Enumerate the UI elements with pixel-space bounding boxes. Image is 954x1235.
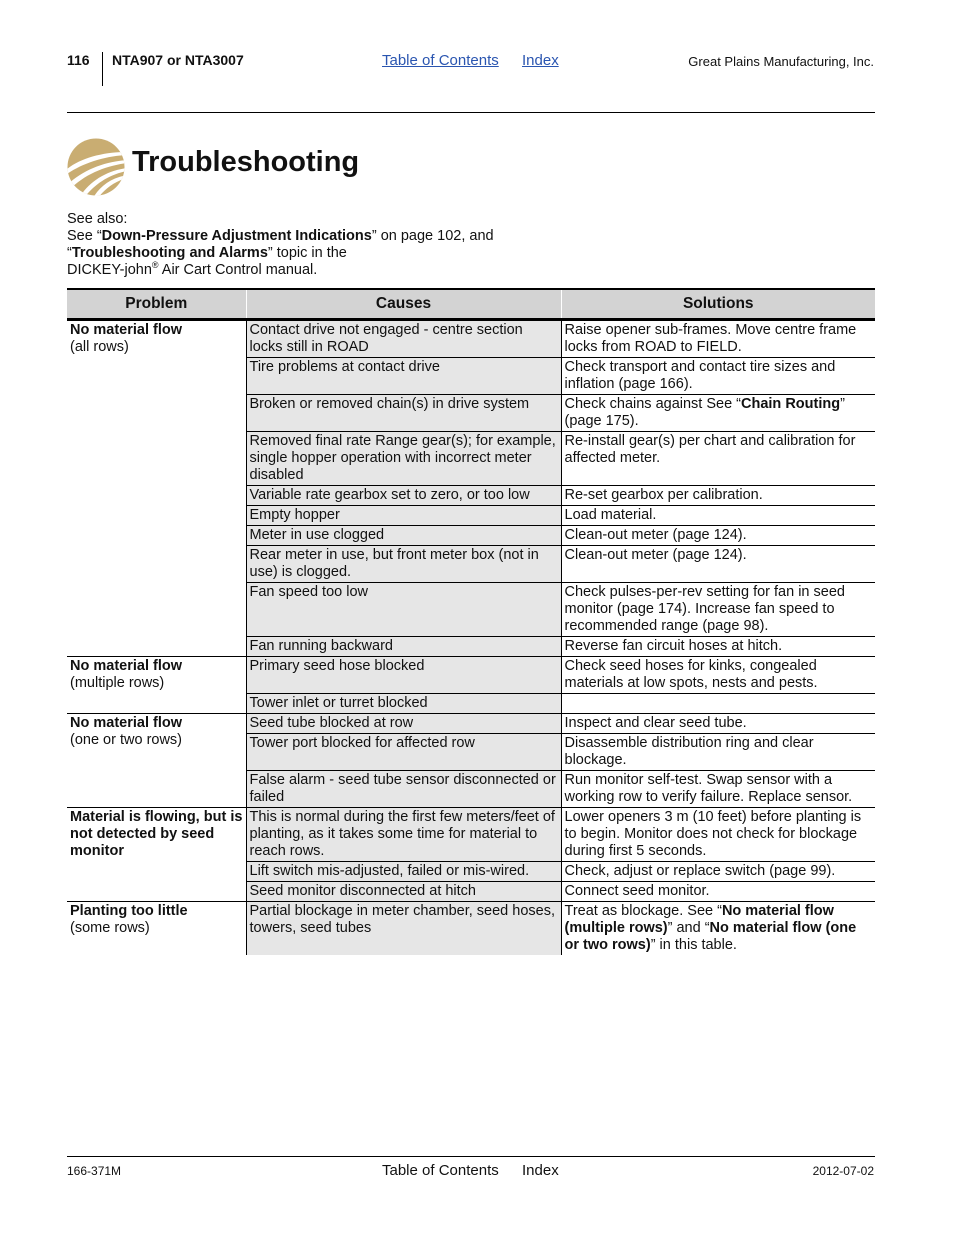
table-row — [67, 714, 875, 734]
cause-cell: Fan running backward — [246, 637, 561, 657]
cause-cell: Tower inlet or turret blocked — [246, 694, 561, 714]
company-name: Great Plains Manufacturing, Inc. — [688, 54, 874, 69]
table-row — [67, 808, 875, 862]
cause-cell: Primary seed hose blocked — [246, 657, 561, 694]
solution-cell: Run monitor self-test. Swap sensor with a working row to verify failure. Replace sensor. — [561, 771, 875, 808]
header-rule — [67, 112, 875, 113]
index-link[interactable]: Index — [522, 52, 559, 69]
table-header-row — [67, 289, 875, 320]
document-date: 2012-07-02 — [812, 1164, 874, 1178]
footer-index-link[interactable]: Index — [522, 1162, 559, 1179]
column-header-solutions: Solutions — [561, 289, 875, 320]
solution-cell: Raise opener sub-frames. Move centre frame locks from ROAD to FIELD. — [564, 322, 857, 355]
model-name: NTA907 or NTA3007 — [112, 52, 244, 68]
problem-cell: Planting too little (some rows) — [67, 902, 246, 956]
solution-cell: Check pulses-per-rev setting for fan in seed monitor (page 174). Increase fan speed to recommended range (page 98). — [561, 583, 875, 637]
solution-cell: Load material. — [561, 506, 875, 526]
cause-cell: Rear meter in use, but front meter box (not in use) is clogged. — [246, 546, 561, 583]
document-number: 166-371M — [67, 1164, 122, 1178]
cause-cell: Broken or removed chain(s) in drive system — [246, 395, 561, 432]
cause-cell: Seed tube blocked at row — [246, 714, 561, 734]
cause-cell: Tire problems at contact drive — [246, 358, 561, 395]
cause-cell: Lift switch mis-adjusted, failed or mis-wired. — [246, 862, 561, 882]
solution-cell: Disassemble distribution ring and clear blockage. — [561, 734, 875, 771]
cause-cell: Empty hopper — [246, 506, 561, 526]
toc-link[interactable]: Table of Contents — [382, 52, 499, 69]
solution-cell: Reverse fan circuit hoses at hitch. — [561, 637, 875, 657]
see-also-ref-down-pressure: Down-Pressure Adjustment Indications — [101, 228, 372, 244]
table-row — [67, 902, 875, 956]
solution-cell: Treat as blockage. See “No material flow (multiple rows)” and “No material flow (one or two rows)” in this table. — [561, 902, 875, 956]
footer-toc-link[interactable]: Table of Contents — [382, 1162, 499, 1179]
table-row — [67, 320, 875, 358]
cause-cell: False alarm - seed tube sensor disconnected or failed — [246, 771, 561, 808]
cause-cell: Removed final rate Range gear(s); for example, single hopper operation with incorrect meter disabled — [246, 432, 561, 486]
problem-cell: No material flow (all rows) — [67, 320, 246, 657]
solution-cell — [561, 694, 875, 714]
cause-cell: Variable rate gearbox set to zero, or too low — [246, 486, 561, 506]
solution-cell: Check chains against See “Chain Routing” (page 175). — [561, 395, 875, 432]
see-also-label: See also: — [67, 211, 128, 227]
troubleshooting-table — [67, 288, 875, 955]
great-plains-logo-icon — [67, 138, 125, 196]
see-also-ref-alarms: Troubleshooting and Alarms — [71, 245, 268, 261]
see-also-block — [67, 211, 567, 279]
solution-cell: Clean-out meter (page 124). — [561, 546, 875, 583]
solution-cell: Check transport and contact tire sizes and inflation (page 166). — [561, 358, 875, 395]
solution-cell: Lower openers 3 m (10 feet) before planting is to begin. Monitor does not check for blockage during first 5 seconds. — [561, 808, 875, 862]
problem-cell: Material is flowing, but is not detected by seed monitor — [67, 808, 246, 902]
solution-cell: Check, adjust or replace switch (page 99). — [561, 862, 875, 882]
column-header-problem: Problem — [67, 289, 246, 320]
column-header-causes: Causes — [246, 289, 561, 320]
problem-cell: No material flow (one or two rows) — [67, 714, 246, 808]
see-also-line-3: “Troubleshooting and Alarms” topic in the — [67, 245, 347, 261]
see-also-line-4: DICKEY-john® Air Cart Control manual. — [67, 260, 318, 278]
solution-cell: Inspect and clear seed tube. — [561, 714, 875, 734]
table-row — [67, 657, 875, 694]
cause-cell: Seed monitor disconnected at hitch — [246, 882, 561, 902]
cause-cell: Partial blockage in meter chamber, seed hoses, towers, seed tubes — [246, 902, 561, 956]
cause-cell: Fan speed too low — [246, 583, 561, 637]
solution-cell: Check seed hoses for kinks, congealed materials at low spots, nests and pests. — [561, 657, 875, 694]
header-divider — [102, 52, 103, 86]
solution-cell: Clean-out meter (page 124). — [561, 526, 875, 546]
solution-cell: Connect seed monitor. — [561, 882, 875, 902]
problem-cell: No material flow (multiple rows) — [67, 657, 246, 714]
solution-cell: Re-install gear(s) per chart and calibration for affected meter. — [561, 432, 875, 486]
page-number: 116 — [67, 52, 90, 68]
cause-cell: Contact drive not engaged - centre section locks still in ROAD — [246, 320, 561, 358]
see-also-line-2: See “Down-Pressure Adjustment Indications” on page 102, and — [67, 228, 494, 244]
solution-cell: Re-set gearbox per calibration. — [561, 486, 875, 506]
page-title: Troubleshooting — [132, 146, 360, 178]
cause-cell: Meter in use clogged — [246, 526, 561, 546]
cause-cell: Tower port blocked for affected row — [246, 734, 561, 771]
cause-cell: This is normal during the first few meters/feet of planting, as it takes some time for material to reach rows. — [246, 808, 561, 862]
footer-rule — [67, 1156, 875, 1157]
